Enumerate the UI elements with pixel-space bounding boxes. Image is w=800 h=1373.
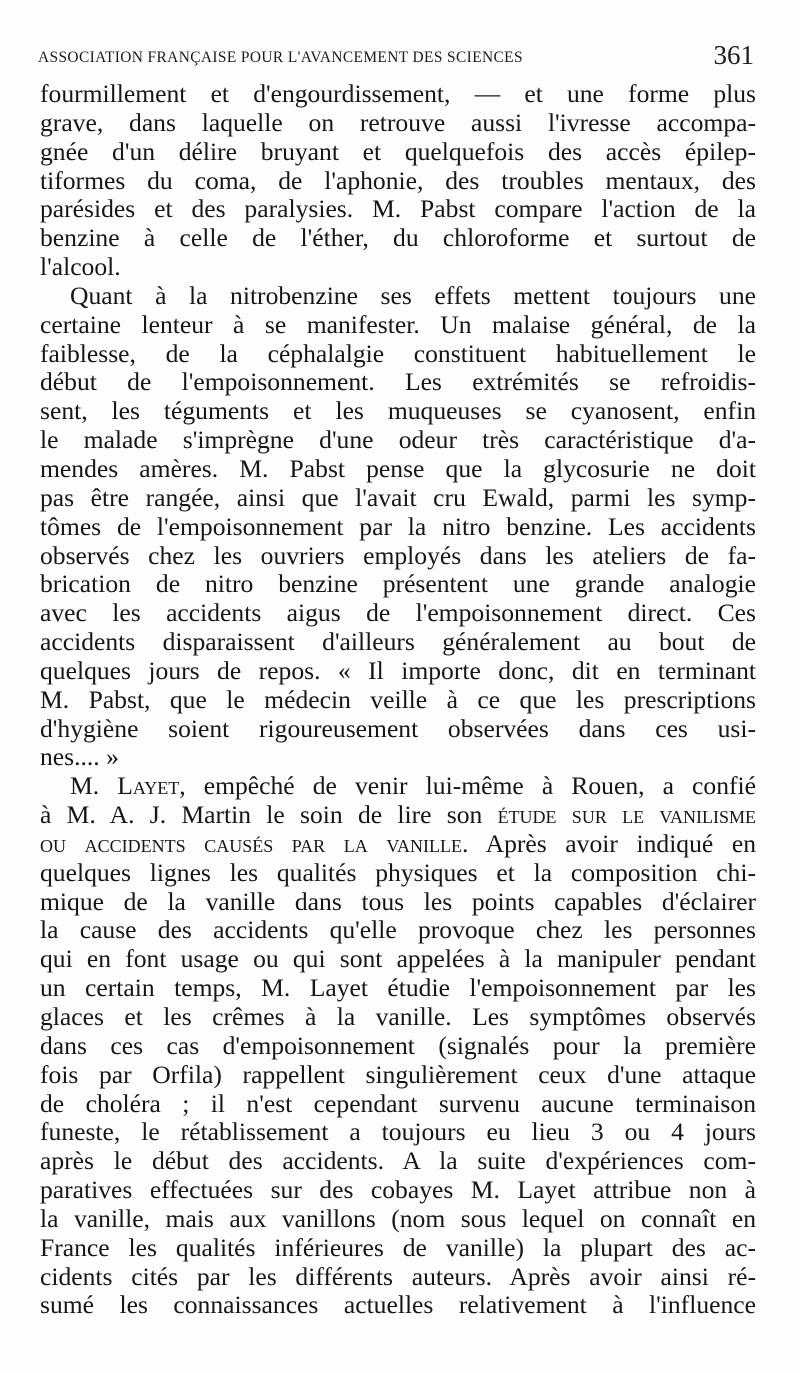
text-fragment: , empêché de venir lui-même à Rouen, a confié — [179, 771, 756, 801]
text-line: avec les accidents aigus de l'empoisonnement direct. Ces — [40, 598, 756, 628]
text-line: paratives effectuées sur des cobayes M. Layet attribue non à — [40, 1175, 756, 1205]
running-title: ASSOCIATION FRANÇAISE POUR L'AVANCEMENT DES SCIENCES — [38, 49, 523, 66]
text-line: fourmillement et d'engourdissement, — et une forme plus — [40, 79, 756, 108]
text-line: de choléra ; il n'est cependant survenu aucune terminaison — [40, 1088, 756, 1118]
text-line: qui en font usage ou qui sont appelées à la manipuler pendant — [40, 944, 756, 974]
text-line: glaces et les crêmes à la vanille. Les symptômes observés — [40, 1002, 756, 1031]
text-fragment: à M. A. J. Martin le soin de lire son — [40, 800, 498, 830]
text-line: grave, dans laquelle on retrouve aussi l'ivresse accompa- — [40, 107, 756, 137]
text-line: tiformes du coma, de l'aphonie, des troubles mentaux, des — [40, 165, 756, 195]
body-text — [40, 80, 756, 1320]
page-number: 361 — [713, 40, 754, 70]
text-line: parésides et des paralysies. M. Pabst compare l'action de la — [40, 194, 756, 224]
text-line: quelques lignes les qualités physiques et la composition chi- — [40, 857, 756, 887]
text-line — [40, 772, 756, 801]
text-line: brication de nitro benzine présentent une grande analogie — [40, 569, 756, 599]
text-line: début de l'empoisonnement. Les extrémités se refroidis- — [40, 367, 756, 397]
text-line: sumé les connaissances actuelles relativement à l'influence — [40, 1290, 756, 1320]
text-line: certaine lenteur à se manifester. Un malaise général, de la — [40, 309, 756, 339]
page-header — [38, 40, 754, 74]
text-line: nes.... » — [40, 742, 119, 772]
text-line: France les qualités inférieures de vanille) la plupart des ac- — [40, 1232, 756, 1262]
text-line: la vanille, mais aux vanillons (nom sous lequel on connaît en — [40, 1203, 756, 1233]
author-name: Layet — [117, 771, 180, 801]
text-line: un certain temps, M. Layet étudie l'empoisonnement par les — [40, 973, 756, 1003]
text-line: observés chez les ouvriers employés dans les ateliers de fa- — [40, 540, 756, 570]
text-line: accidents disparaissent d'ailleurs généralement au bout de — [40, 627, 756, 657]
text-line — [40, 801, 756, 830]
text-line: quelques jours de repos. « Il importe donc, dit en terminant — [40, 655, 756, 685]
text-line — [40, 830, 756, 859]
text-line: fois par Orfila) rappellent singulièrement ceux d'une attaque — [40, 1059, 756, 1089]
text-line: après le début des accidents. A la suite d'expériences com- — [40, 1146, 756, 1176]
study-title-part: ou accidents causés par la vanille — [40, 828, 463, 858]
text-line: pas être rangée, ainsi que l'avait cru Ewald, parmi les symp- — [40, 482, 756, 512]
text-line: mique de la vanille dans tous les points capables d'éclairer — [40, 886, 756, 916]
text-line: faiblesse, de la céphalalgie constituent habituellement le — [40, 338, 756, 368]
text-line: la cause des accidents qu'elle provoque chez les personnes — [40, 915, 756, 945]
text-line: Quant à la nitrobenzine ses effets mettent toujours une — [70, 280, 756, 310]
text-fragment: . Après avoir indiqué en — [462, 828, 757, 858]
text-line: tômes de l'empoisonnement par la nitro benzine. Les accidents — [40, 511, 756, 541]
text-line: mendes amères. M. Pabst pense que la glycosurie ne doit — [40, 453, 756, 483]
text-line: l'alcool. — [40, 252, 121, 282]
text-line: d'hygiène soient rigoureusement observées dans ces usi- — [40, 713, 756, 743]
text-fragment: M. — [70, 771, 118, 801]
text-line: gnée d'un délire bruyant et quelquefois des accès épilep- — [40, 136, 756, 166]
text-line: M. Pabst, que le médecin veille à ce que les prescriptions — [40, 684, 756, 714]
text-line: dans ces cas d'empoisonnement (signalés pour la première — [40, 1030, 756, 1060]
text-line: benzine à celle de l'éther, du chloroforme et surtout de — [40, 223, 756, 253]
text-line: funeste, le rétablissement a toujours eu lieu 3 ou 4 jours — [40, 1117, 756, 1147]
text-line: le malade s'imprègne d'une odeur très caractéristique d'a- — [40, 425, 756, 455]
text-line: cidents cités par les différents auteurs. Après avoir ainsi ré- — [40, 1261, 756, 1291]
text-line: sent, les téguments et les muqueuses se cyanosent, enfin — [40, 396, 756, 426]
study-title-part: étude sur le vanilisme — [497, 800, 757, 830]
